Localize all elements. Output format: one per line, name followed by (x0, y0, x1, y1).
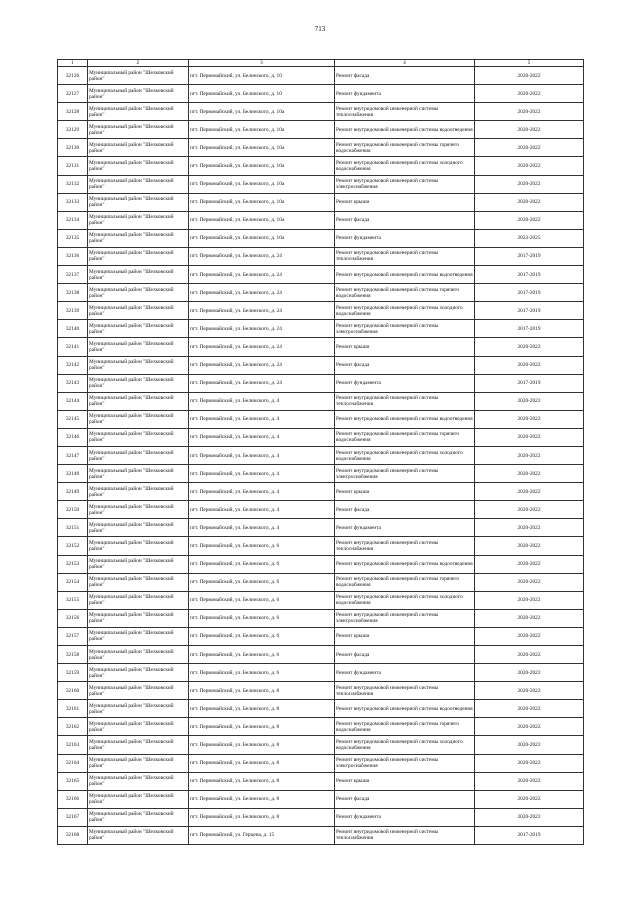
work-type-cell: Ремонт фундамента (335, 519, 475, 537)
municipality-cell: Муниципальный район "Шелковский район" (88, 103, 189, 121)
row-number-cell: 32129 (58, 121, 88, 139)
work-type-cell: Ремонт крыши (335, 483, 475, 501)
work-type-cell: Ремонт фундамента (335, 229, 475, 247)
row-number-cell: 32151 (58, 519, 88, 537)
work-type-cell: Ремонт крыши (335, 193, 475, 211)
address-cell: пгт. Первомайский, ул. Белинского, д. 10а (189, 121, 335, 139)
address-cell: пгт. Первомайский, ул. Белинского, д. 6 (189, 591, 335, 609)
table-row (58, 67, 584, 85)
column-header: 1 (58, 60, 88, 67)
table-row (58, 284, 584, 302)
municipality-cell: Муниципальный район "Шелковский район" (88, 446, 189, 464)
municipality-cell: Муниципальный район "Шелковский район" (88, 573, 189, 591)
period-cell: 2020-2022 (475, 338, 584, 356)
table-row (58, 501, 584, 519)
table-row (58, 573, 584, 591)
period-cell: 2020-2022 (475, 646, 584, 664)
row-number-cell: 32145 (58, 410, 88, 428)
work-type-cell: Ремонт внутридомовой инженерной системы теплоснабжения (335, 103, 475, 121)
table-row (58, 229, 584, 247)
address-cell: пгт. Первомайский, ул. Белинского, д. 8 (189, 808, 335, 826)
table-row (58, 700, 584, 718)
period-cell: 2020-2022 (475, 555, 584, 573)
table-row (58, 302, 584, 320)
table-row (58, 519, 584, 537)
municipality-cell: Муниципальный район "Шелковский район" (88, 519, 189, 537)
row-number-cell: 32135 (58, 229, 88, 247)
municipality-cell: Муниципальный район "Шелковский район" (88, 193, 189, 211)
period-cell: 2017-2019 (475, 826, 584, 844)
work-type-cell: Ремонт внутридомовой инженерной системы водоотведения (335, 700, 475, 718)
address-cell: пгт. Первомайский, ул. Белинского, д. 8 (189, 700, 335, 718)
table-row (58, 392, 584, 410)
work-type-cell: Ремонт фундамента (335, 808, 475, 826)
work-type-cell: Ремонт внутридомовой инженерной системы электроснабжения (335, 320, 475, 338)
row-number-cell: 32150 (58, 501, 88, 519)
address-cell: пгт. Первомайский, ул. Белинского, д. 4 (189, 501, 335, 519)
work-type-cell: Ремонт внутридомовой инженерной системы электроснабжения (335, 609, 475, 627)
municipality-cell: Муниципальный район "Шелковский район" (88, 374, 189, 392)
table-row (58, 428, 584, 446)
column-number-row (58, 60, 584, 67)
row-number-cell: 32162 (58, 718, 88, 736)
municipality-cell: Муниципальный район "Шелковский район" (88, 808, 189, 826)
address-cell: пгт. Первомайский, ул. Белинского, д. 6 (189, 555, 335, 573)
period-cell: 2020-2022 (475, 754, 584, 772)
row-number-cell: 32137 (58, 266, 88, 284)
table-row (58, 320, 584, 338)
period-cell: 2020-2022 (475, 718, 584, 736)
address-cell: пгт. Первомайский, ул. Белинского, д. 24 (189, 302, 335, 320)
municipality-cell: Муниципальный район "Шелковский район" (88, 555, 189, 573)
period-cell: 2017-2019 (475, 320, 584, 338)
period-cell: 2020-2022 (475, 103, 584, 121)
address-cell: пгт. Первомайский, ул. Белинского, д. 10 (189, 67, 335, 85)
period-cell: 2020-2022 (475, 67, 584, 85)
municipality-cell: Муниципальный район "Шелковский район" (88, 718, 189, 736)
table-row (58, 483, 584, 501)
period-cell: 2020-2022 (475, 736, 584, 754)
municipality-cell: Муниципальный район "Шелковский район" (88, 664, 189, 682)
work-type-cell: Ремонт крыши (335, 772, 475, 790)
work-type-cell: Ремонт крыши (335, 627, 475, 645)
address-cell: пгт. Первомайский, ул. Белинского, д. 4 (189, 483, 335, 501)
municipality-cell: Муниципальный район "Шелковский район" (88, 211, 189, 229)
address-cell: пгт. Первомайский, ул. Белинского, д. 24 (189, 374, 335, 392)
row-number-cell: 32149 (58, 483, 88, 501)
municipality-cell: Муниципальный район "Шелковский район" (88, 736, 189, 754)
address-cell: пгт. Первомайский, ул. Белинского, д. 8 (189, 682, 335, 700)
table-row (58, 374, 584, 392)
address-cell: пгт. Первомайский, ул. Герцена, д. 15 (189, 826, 335, 844)
work-type-cell: Ремонт крыши (335, 338, 475, 356)
table-row (58, 718, 584, 736)
row-number-cell: 32132 (58, 175, 88, 193)
municipality-cell: Муниципальный район "Шелковский район" (88, 826, 189, 844)
period-cell: 2020-2022 (475, 700, 584, 718)
work-type-cell: Ремонт внутридомовой инженерной системы горячего водоснабжения (335, 428, 475, 446)
table-row (58, 446, 584, 464)
work-type-cell: Ремонт внутридомовой инженерной системы водоотведения (335, 266, 475, 284)
work-type-cell: Ремонт фасада (335, 501, 475, 519)
period-cell: 2020-2022 (475, 175, 584, 193)
work-type-cell: Ремонт внутридомовой инженерной системы холодного водоснабжения (335, 591, 475, 609)
work-type-cell: Ремонт внутридомовой инженерной системы водоотведения (335, 410, 475, 428)
row-number-cell: 32153 (58, 555, 88, 573)
table-row (58, 338, 584, 356)
period-cell: 2020-2022 (475, 356, 584, 374)
period-cell: 2020-2022 (475, 609, 584, 627)
work-type-cell: Ремонт внутридомовой инженерной системы холодного водоснабжения (335, 446, 475, 464)
table-row (58, 664, 584, 682)
row-number-cell: 32147 (58, 446, 88, 464)
work-type-cell: Ремонт внутридомовой инженерной системы холодного водоснабжения (335, 302, 475, 320)
table-row (58, 266, 584, 284)
row-number-cell: 32128 (58, 103, 88, 121)
table-row (58, 139, 584, 157)
period-cell: 2017-2019 (475, 302, 584, 320)
municipality-cell: Муниципальный район "Шелковский район" (88, 121, 189, 139)
address-cell: пгт. Первомайский, ул. Белинского, д. 10а (189, 193, 335, 211)
address-cell: пгт. Первомайский, ул. Белинского, д. 4 (189, 428, 335, 446)
column-header: 2 (88, 60, 189, 67)
municipality-cell: Муниципальный район "Шелковский район" (88, 790, 189, 808)
row-number-cell: 32157 (58, 627, 88, 645)
municipality-cell: Муниципальный район "Шелковский район" (88, 157, 189, 175)
work-type-cell: Ремонт фундамента (335, 374, 475, 392)
row-number-cell: 32158 (58, 646, 88, 664)
column-header: 4 (335, 60, 475, 67)
address-cell: пгт. Первомайский, ул. Белинского, д. 6 (189, 664, 335, 682)
table-row (58, 826, 584, 844)
work-type-cell: Ремонт фасада (335, 211, 475, 229)
period-cell: 2020-2022 (475, 591, 584, 609)
row-number-cell: 32163 (58, 736, 88, 754)
period-cell: 2020-2022 (475, 211, 584, 229)
period-cell: 2020-2022 (475, 519, 584, 537)
work-type-cell: Ремонт фундамента (335, 664, 475, 682)
address-cell: пгт. Первомайский, ул. Белинского, д. 8 (189, 718, 335, 736)
period-cell: 2017-2019 (475, 266, 584, 284)
work-type-cell: Ремонт фасада (335, 790, 475, 808)
table-row (58, 247, 584, 265)
work-type-cell: Ремонт внутридомовой инженерной системы горячего водоснабжения (335, 718, 475, 736)
period-cell: 2020-2022 (475, 193, 584, 211)
table-row (58, 609, 584, 627)
work-type-cell: Ремонт внутридомовой инженерной системы водоотведения (335, 121, 475, 139)
row-number-cell: 32141 (58, 338, 88, 356)
period-cell: 2020-2022 (475, 428, 584, 446)
work-type-cell: Ремонт фасада (335, 67, 475, 85)
work-type-cell: Ремонт внутридомовой инженерной системы водоотведения (335, 555, 475, 573)
row-number-cell: 32156 (58, 609, 88, 627)
table-row (58, 646, 584, 664)
period-cell: 2020-2022 (475, 682, 584, 700)
work-type-cell: Ремонт внутридомовой инженерной системы электроснабжения (335, 175, 475, 193)
municipality-cell: Муниципальный район "Шелковский район" (88, 139, 189, 157)
row-number-cell: 32155 (58, 591, 88, 609)
address-cell: пгт. Первомайский, ул. Белинского, д. 24 (189, 320, 335, 338)
column-header: 3 (189, 60, 335, 67)
table-row (58, 211, 584, 229)
municipality-cell: Муниципальный район "Шелковский район" (88, 338, 189, 356)
period-cell: 2020-2022 (475, 790, 584, 808)
address-cell: пгт. Первомайский, ул. Белинского, д. 24 (189, 284, 335, 302)
period-cell: 2020-2022 (475, 537, 584, 555)
municipality-cell: Муниципальный район "Шелковский район" (88, 266, 189, 284)
table-row (58, 591, 584, 609)
municipality-cell: Муниципальный район "Шелковский район" (88, 85, 189, 103)
row-number-cell: 32142 (58, 356, 88, 374)
municipality-cell: Муниципальный район "Шелковский район" (88, 609, 189, 627)
row-number-cell: 32152 (58, 537, 88, 555)
row-number-cell: 32168 (58, 826, 88, 844)
address-cell: пгт. Первомайский, ул. Белинского, д. 24 (189, 247, 335, 265)
work-type-cell: Ремонт внутридомовой инженерной системы электроснабжения (335, 754, 475, 772)
period-cell: 2020-2022 (475, 157, 584, 175)
period-cell: 2020-2022 (475, 808, 584, 826)
table-row (58, 356, 584, 374)
period-cell: 2023-2025 (475, 229, 584, 247)
municipality-cell: Муниципальный район "Шелковский район" (88, 428, 189, 446)
row-number-cell: 32134 (58, 211, 88, 229)
address-cell: пгт. Первомайский, ул. Белинского, д. 8 (189, 736, 335, 754)
address-cell: пгт. Первомайский, ул. Белинского, д. 10а (189, 103, 335, 121)
address-cell: пгт. Первомайский, ул. Белинского, д. 4 (189, 465, 335, 483)
row-number-cell: 32160 (58, 682, 88, 700)
municipality-cell: Муниципальный район "Шелковский район" (88, 537, 189, 555)
table-row (58, 157, 584, 175)
municipality-cell: Муниципальный район "Шелковский район" (88, 772, 189, 790)
work-type-cell: Ремонт фундамента (335, 85, 475, 103)
table-row (58, 808, 584, 826)
municipality-cell: Муниципальный район "Шелковский район" (88, 392, 189, 410)
work-type-cell: Ремонт внутридомовой инженерной системы теплоснабжения (335, 682, 475, 700)
row-number-cell: 32154 (58, 573, 88, 591)
address-cell: пгт. Первомайский, ул. Белинского, д. 4 (189, 392, 335, 410)
municipality-cell: Муниципальный район "Шелковский район" (88, 483, 189, 501)
period-cell: 2020-2022 (475, 121, 584, 139)
table-row (58, 85, 584, 103)
address-cell: пгт. Первомайский, ул. Белинского, д. 6 (189, 609, 335, 627)
work-type-cell: Ремонт фасада (335, 356, 475, 374)
table-row (58, 410, 584, 428)
table-row (58, 754, 584, 772)
address-cell: пгт. Первомайский, ул. Белинского, д. 10а (189, 139, 335, 157)
table-row (58, 555, 584, 573)
row-number-cell: 32126 (58, 67, 88, 85)
work-type-cell: Ремонт внутридомовой инженерной системы электроснабжения (335, 465, 475, 483)
work-type-cell: Ремонт фасада (335, 646, 475, 664)
table-row (58, 790, 584, 808)
municipality-cell: Муниципальный район "Шелковский район" (88, 646, 189, 664)
row-number-cell: 32143 (58, 374, 88, 392)
row-number-cell: 32139 (58, 302, 88, 320)
row-number-cell: 32164 (58, 754, 88, 772)
period-cell: 2020-2022 (475, 465, 584, 483)
period-cell: 2020-2022 (475, 139, 584, 157)
address-cell: пгт. Первомайский, ул. Белинского, д. 8 (189, 754, 335, 772)
municipality-cell: Муниципальный район "Шелковский район" (88, 175, 189, 193)
municipality-cell: Муниципальный район "Шелковский район" (88, 229, 189, 247)
row-number-cell: 32159 (58, 664, 88, 682)
period-cell: 2020-2022 (475, 446, 584, 464)
work-type-cell: Ремонт внутридомовой инженерной системы теплоснабжения (335, 537, 475, 555)
table-row (58, 121, 584, 139)
address-cell: пгт. Первомайский, ул. Белинского, д. 6 (189, 646, 335, 664)
period-cell: 2017-2019 (475, 247, 584, 265)
table-row (58, 193, 584, 211)
work-type-cell: Ремонт внутридомовой инженерной системы холодного водоснабжения (335, 157, 475, 175)
page-number: 713 (314, 25, 326, 33)
municipality-cell: Муниципальный район "Шелковский район" (88, 302, 189, 320)
row-number-cell: 32146 (58, 428, 88, 446)
work-type-cell: Ремонт внутридомовой инженерной системы теплоснабжения (335, 247, 475, 265)
address-cell: пгт. Первомайский, ул. Белинского, д. 24 (189, 266, 335, 284)
table-row (58, 465, 584, 483)
row-number-cell: 32133 (58, 193, 88, 211)
work-type-cell: Ремонт внутридомовой инженерной системы горячего водоснабжения (335, 573, 475, 591)
period-cell: 2020-2022 (475, 573, 584, 591)
municipality-cell: Муниципальный район "Шелковский район" (88, 247, 189, 265)
period-cell: 2020-2022 (475, 772, 584, 790)
address-cell: пгт. Первомайский, ул. Белинского, д. 24 (189, 356, 335, 374)
address-cell: пгт. Первомайский, ул. Белинского, д. 4 (189, 446, 335, 464)
table-row (58, 537, 584, 555)
row-number-cell: 32130 (58, 139, 88, 157)
period-cell: 2020-2022 (475, 664, 584, 682)
row-number-cell: 32161 (58, 700, 88, 718)
municipality-cell: Муниципальный район "Шелковский район" (88, 682, 189, 700)
row-number-cell: 32144 (58, 392, 88, 410)
address-cell: пгт. Первомайский, ул. Белинского, д. 8 (189, 772, 335, 790)
row-number-cell: 32131 (58, 157, 88, 175)
table-row (58, 736, 584, 754)
address-cell: пгт. Первомайский, ул. Белинского, д. 10а (189, 157, 335, 175)
table-row (58, 682, 584, 700)
address-cell: пгт. Первомайский, ул. Белинского, д. 8 (189, 790, 335, 808)
row-number-cell: 32167 (58, 808, 88, 826)
address-cell: пгт. Первомайский, ул. Белинского, д. 10 (189, 85, 335, 103)
table-row (58, 772, 584, 790)
municipality-cell: Муниципальный район "Шелковский район" (88, 356, 189, 374)
address-cell: пгт. Первомайский, ул. Белинского, д. 10а (189, 211, 335, 229)
address-cell: пгт. Первомайский, ул. Белинского, д. 4 (189, 519, 335, 537)
period-cell: 2020-2022 (475, 392, 584, 410)
address-cell: пгт. Первомайский, ул. Белинского, д. 4 (189, 410, 335, 428)
row-number-cell: 32138 (58, 284, 88, 302)
period-cell: 2020-2022 (475, 501, 584, 519)
period-cell: 2017-2019 (475, 374, 584, 392)
row-number-cell: 32165 (58, 772, 88, 790)
capital-repair-table (57, 59, 584, 845)
municipality-cell: Муниципальный район "Шелковский район" (88, 67, 189, 85)
work-type-cell: Ремонт внутридомовой инженерной системы холодного водоснабжения (335, 736, 475, 754)
address-cell: пгт. Первомайский, ул. Белинского, д. 10а (189, 175, 335, 193)
column-header: 5 (475, 60, 584, 67)
period-cell: 2020-2022 (475, 410, 584, 428)
municipality-cell: Муниципальный район "Шелковский район" (88, 284, 189, 302)
address-cell: пгт. Первомайский, ул. Белинского, д. 6 (189, 573, 335, 591)
period-cell: 2020-2022 (475, 85, 584, 103)
municipality-cell: Муниципальный район "Шелковский район" (88, 627, 189, 645)
period-cell: 2017-2019 (475, 284, 584, 302)
work-type-cell: Ремонт внутридомовой инженерной системы теплоснабжения (335, 392, 475, 410)
table-row (58, 175, 584, 193)
municipality-cell: Муниципальный район "Шелковский район" (88, 591, 189, 609)
table-row (58, 103, 584, 121)
municipality-cell: Муниципальный район "Шелковский район" (88, 465, 189, 483)
row-number-cell: 32166 (58, 790, 88, 808)
municipality-cell: Муниципальный район "Шелковский район" (88, 410, 189, 428)
work-type-cell: Ремонт внутридомовой инженерной системы горячего водоснабжения (335, 284, 475, 302)
municipality-cell: Муниципальный район "Шелковский район" (88, 501, 189, 519)
row-number-cell: 32127 (58, 85, 88, 103)
address-cell: пгт. Первомайский, ул. Белинского, д. 6 (189, 537, 335, 555)
address-cell: пгт. Первомайский, ул. Белинского, д. 6 (189, 627, 335, 645)
table-row (58, 627, 584, 645)
address-cell: пгт. Первомайский, ул. Белинского, д. 10а (189, 229, 335, 247)
period-cell: 2020-2022 (475, 483, 584, 501)
work-type-cell: Ремонт внутридомовой инженерной системы горячего водоснабжения (335, 139, 475, 157)
period-cell: 2020-2022 (475, 627, 584, 645)
row-number-cell: 32140 (58, 320, 88, 338)
municipality-cell: Муниципальный район "Шелковский район" (88, 754, 189, 772)
address-cell: пгт. Первомайский, ул. Белинского, д. 24 (189, 338, 335, 356)
row-number-cell: 32136 (58, 247, 88, 265)
row-number-cell: 32148 (58, 465, 88, 483)
municipality-cell: Муниципальный район "Шелковский район" (88, 700, 189, 718)
work-type-cell: Ремонт внутридомовой инженерной системы теплоснабжения (335, 826, 475, 844)
municipality-cell: Муниципальный район "Шелковский район" (88, 320, 189, 338)
